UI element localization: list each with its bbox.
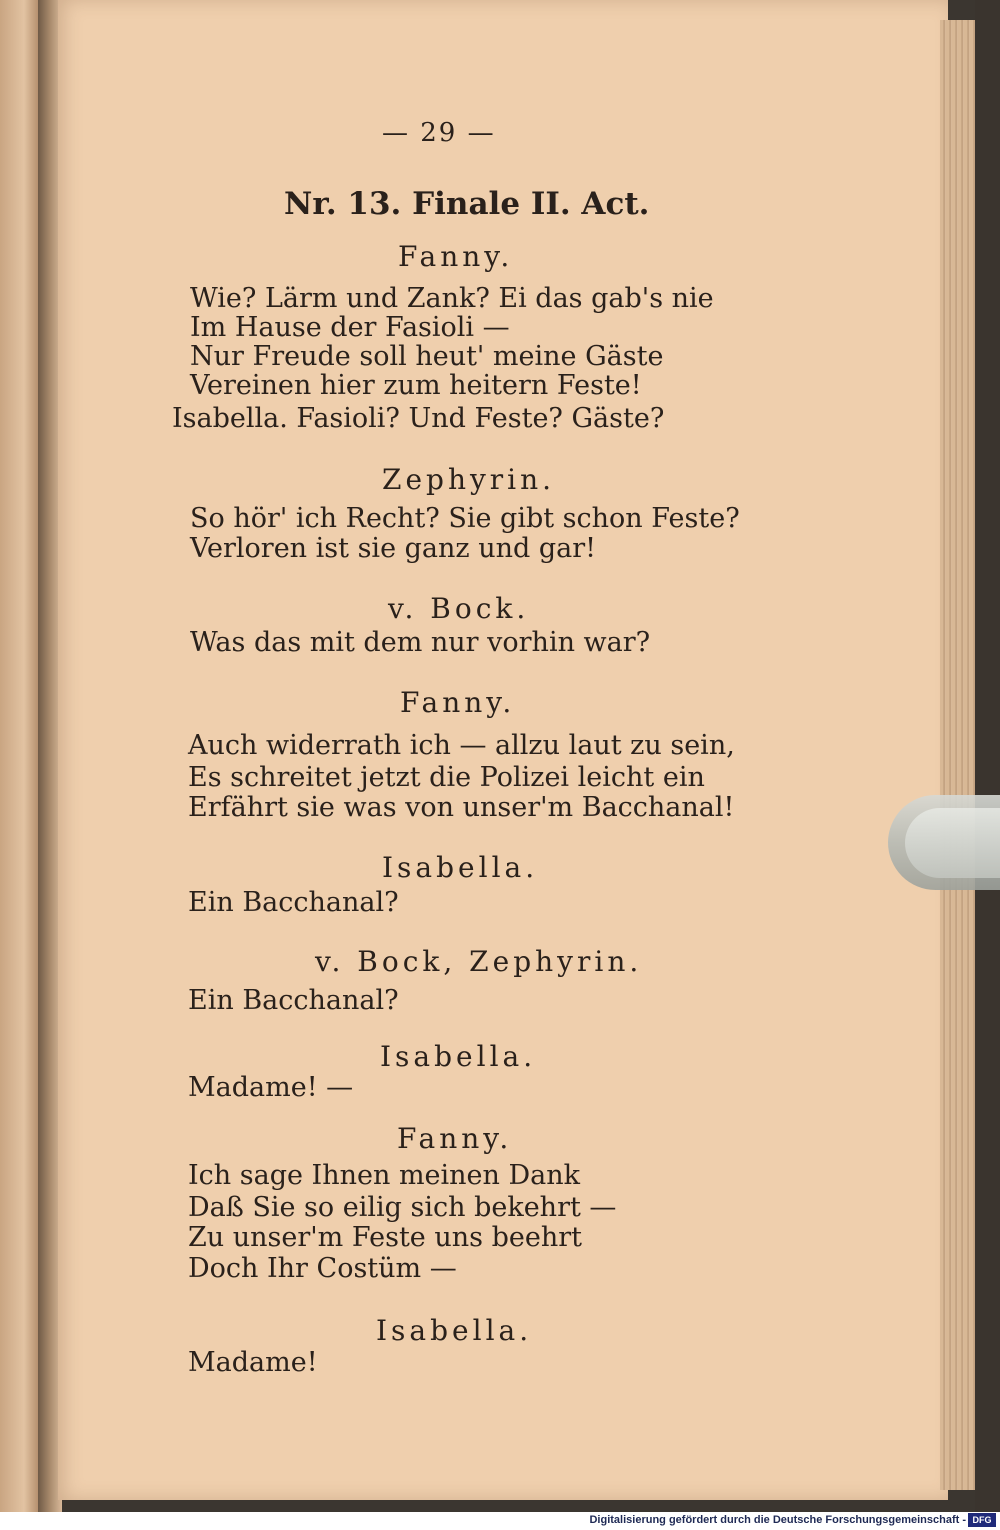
verse-line: Im Hause der Fasioli — [190,312,510,343]
speaker-name: Isabella. [376,1314,533,1347]
speaker-name: Fanny. [400,686,516,719]
speaker-name: Isabella. [380,1040,537,1073]
verse-line: Daß Sie so eilig sich bekehrt — [188,1192,617,1223]
bookmark-clip-highlight [905,808,1000,878]
verse-line: Nur Freude soll heut' meine Gäste [190,341,664,372]
page-number: — 29 — [382,118,496,148]
left-page-edge [0,0,40,1512]
verse-line: Madame! [188,1347,318,1378]
dfg-logo: DFG [968,1513,996,1527]
verse-line: Vereinen hier zum heitern Feste! [190,370,642,401]
verse-line: Verloren ist sie ganz und gar! [190,533,596,564]
verse-line: Doch Ihr Costüm — [188,1253,457,1284]
speaker-name: Isabella. [382,851,539,884]
page-edges [940,20,978,1490]
verse-line: Wie? Lärm und Zank? Ei das gab's nie [190,283,714,314]
verse-line: Ich sage Ihnen meinen Dank [188,1160,581,1191]
speaker-name: Fanny. [397,1122,513,1155]
verse-line: Auch widerrath ich — allzu laut zu sein, [188,730,735,761]
funding-credit: Digitalisierung gefördert durch die Deutsche Forschungsgemeinschaft - [589,1514,966,1526]
verse-line: Ein Bacchanal? [188,985,399,1016]
speaker-name: v. Bock. [388,592,530,625]
speaker-name: v. Bock, Zephyrin. [315,945,643,978]
page-title: Nr. 13. Finale II. Act. [284,186,650,222]
verse-line: So hör' ich Recht? Sie gibt schon Feste? [190,503,740,534]
verse-line: Ein Bacchanal? [188,887,399,918]
verse-line: Isabella. Fasioli? Und Feste? Gäste? [172,403,665,434]
verse-line: Erfährt sie was von unser'm Bacchanal! [188,792,735,823]
speaker-name: Zephyrin. [382,463,556,496]
verse-line: Madame! — [188,1072,354,1103]
verse-line: Zu unser'm Feste uns beehrt [188,1222,582,1253]
book-cover-edge [975,0,1000,1512]
verse-line: Was das mit dem nur vorhin war? [190,627,651,658]
speaker-name: Fanny. [398,240,514,273]
verse-line: Es schreitet jetzt die Polizei leicht ein [188,762,705,793]
